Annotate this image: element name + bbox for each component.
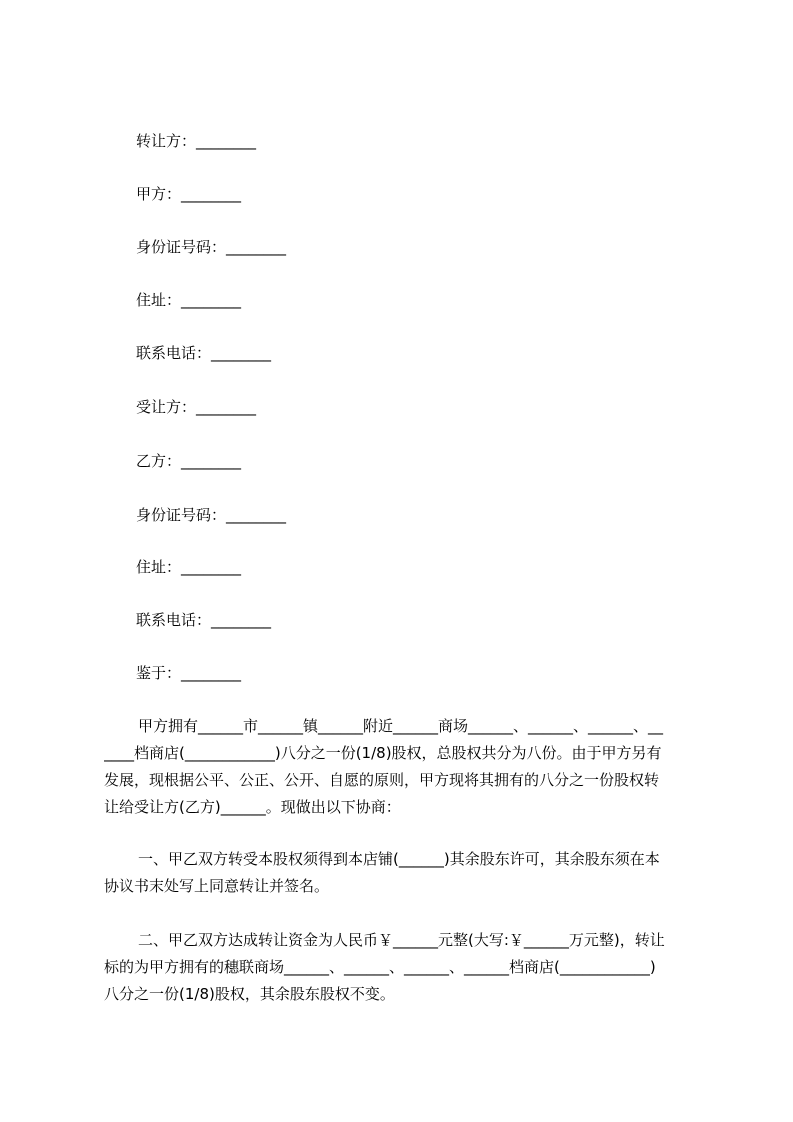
field-label: 身份证号码 bbox=[136, 506, 212, 524]
clause-two-paragraph bbox=[104, 927, 704, 1008]
transferee-field bbox=[136, 397, 256, 417]
paragraph-line: 让给受让方(乙方)______。现做出以下协商： bbox=[104, 798, 401, 816]
clause-one-paragraph bbox=[104, 846, 704, 900]
paragraph-line: 协议书末处写上同意转让并签名。 bbox=[104, 877, 330, 895]
transferor-field bbox=[136, 131, 256, 151]
field-label: 身份证号码 bbox=[136, 238, 212, 256]
field-blank: ________ bbox=[226, 506, 287, 524]
field-separator: ： bbox=[211, 506, 227, 524]
field-label: 甲方 bbox=[136, 185, 167, 203]
paragraph-line: ____档商店(____________)八分之一份(1/8)股权，总股权共分为八份。由于甲方另有 bbox=[104, 744, 662, 762]
field-blank: ________ bbox=[181, 452, 242, 470]
field-blank: ________ bbox=[196, 132, 257, 150]
paragraph-line: 标的为甲方拥有的穗联商场______、______、______、______档商店(____________) bbox=[104, 958, 656, 976]
paragraph-line: 八分之一份(1/8)股权，其余股东股权不变。 bbox=[104, 985, 395, 1003]
field-blank: ________ bbox=[181, 558, 242, 576]
field-blank: ________ bbox=[196, 398, 257, 416]
paragraph-line: 二、甲乙双方达成转让资金为人民币￥______元整(大写:￥______万元整)，转让 bbox=[138, 931, 665, 949]
party-a-field bbox=[136, 184, 241, 204]
field-label: 鉴于 bbox=[136, 664, 167, 682]
party-a-address-field bbox=[136, 290, 241, 310]
field-blank: ________ bbox=[211, 344, 272, 362]
field-separator: ： bbox=[166, 452, 182, 470]
field-separator: ： bbox=[211, 238, 227, 256]
field-label: 受让方 bbox=[136, 398, 182, 416]
field-label: 住址 bbox=[136, 558, 167, 576]
field-blank: ________ bbox=[181, 664, 242, 682]
paragraph-line: 甲方拥有______市______镇______附近______商场______、______、______、__ bbox=[138, 717, 664, 735]
field-separator: ： bbox=[166, 558, 182, 576]
party-b-phone-field bbox=[136, 610, 271, 630]
field-label: 乙方 bbox=[136, 452, 167, 470]
field-separator: ： bbox=[166, 291, 182, 309]
field-label: 转让方 bbox=[136, 132, 182, 150]
paragraph-line: 发展，现根据公平、公正、公开、自愿的原则，甲方现将其拥有的八分之一份股权转 bbox=[104, 771, 660, 789]
field-separator: ： bbox=[196, 344, 212, 362]
field-label: 联系电话 bbox=[136, 611, 197, 629]
party-a-id-number-field bbox=[136, 237, 286, 257]
field-blank: ________ bbox=[181, 185, 242, 203]
party-b-address-field bbox=[136, 557, 241, 577]
field-blank: ________ bbox=[181, 291, 242, 309]
field-label: 联系电话 bbox=[136, 344, 197, 362]
party-b-id-number-field bbox=[136, 505, 286, 525]
field-separator: ： bbox=[196, 611, 212, 629]
field-separator: ： bbox=[166, 664, 182, 682]
field-separator: ： bbox=[181, 398, 197, 416]
field-separator: ： bbox=[181, 132, 197, 150]
whereas-field bbox=[136, 663, 241, 683]
preamble-paragraph bbox=[104, 713, 704, 821]
field-blank: ________ bbox=[226, 238, 287, 256]
field-separator: ： bbox=[166, 185, 182, 203]
party-b-field bbox=[136, 451, 241, 471]
party-a-phone-field bbox=[136, 343, 271, 363]
field-label: 住址 bbox=[136, 291, 167, 309]
field-blank: ________ bbox=[211, 611, 272, 629]
paragraph-line: 一、甲乙双方转受本股权须得到本店铺(______)其余股东许可，其余股东须在本 bbox=[138, 850, 660, 868]
